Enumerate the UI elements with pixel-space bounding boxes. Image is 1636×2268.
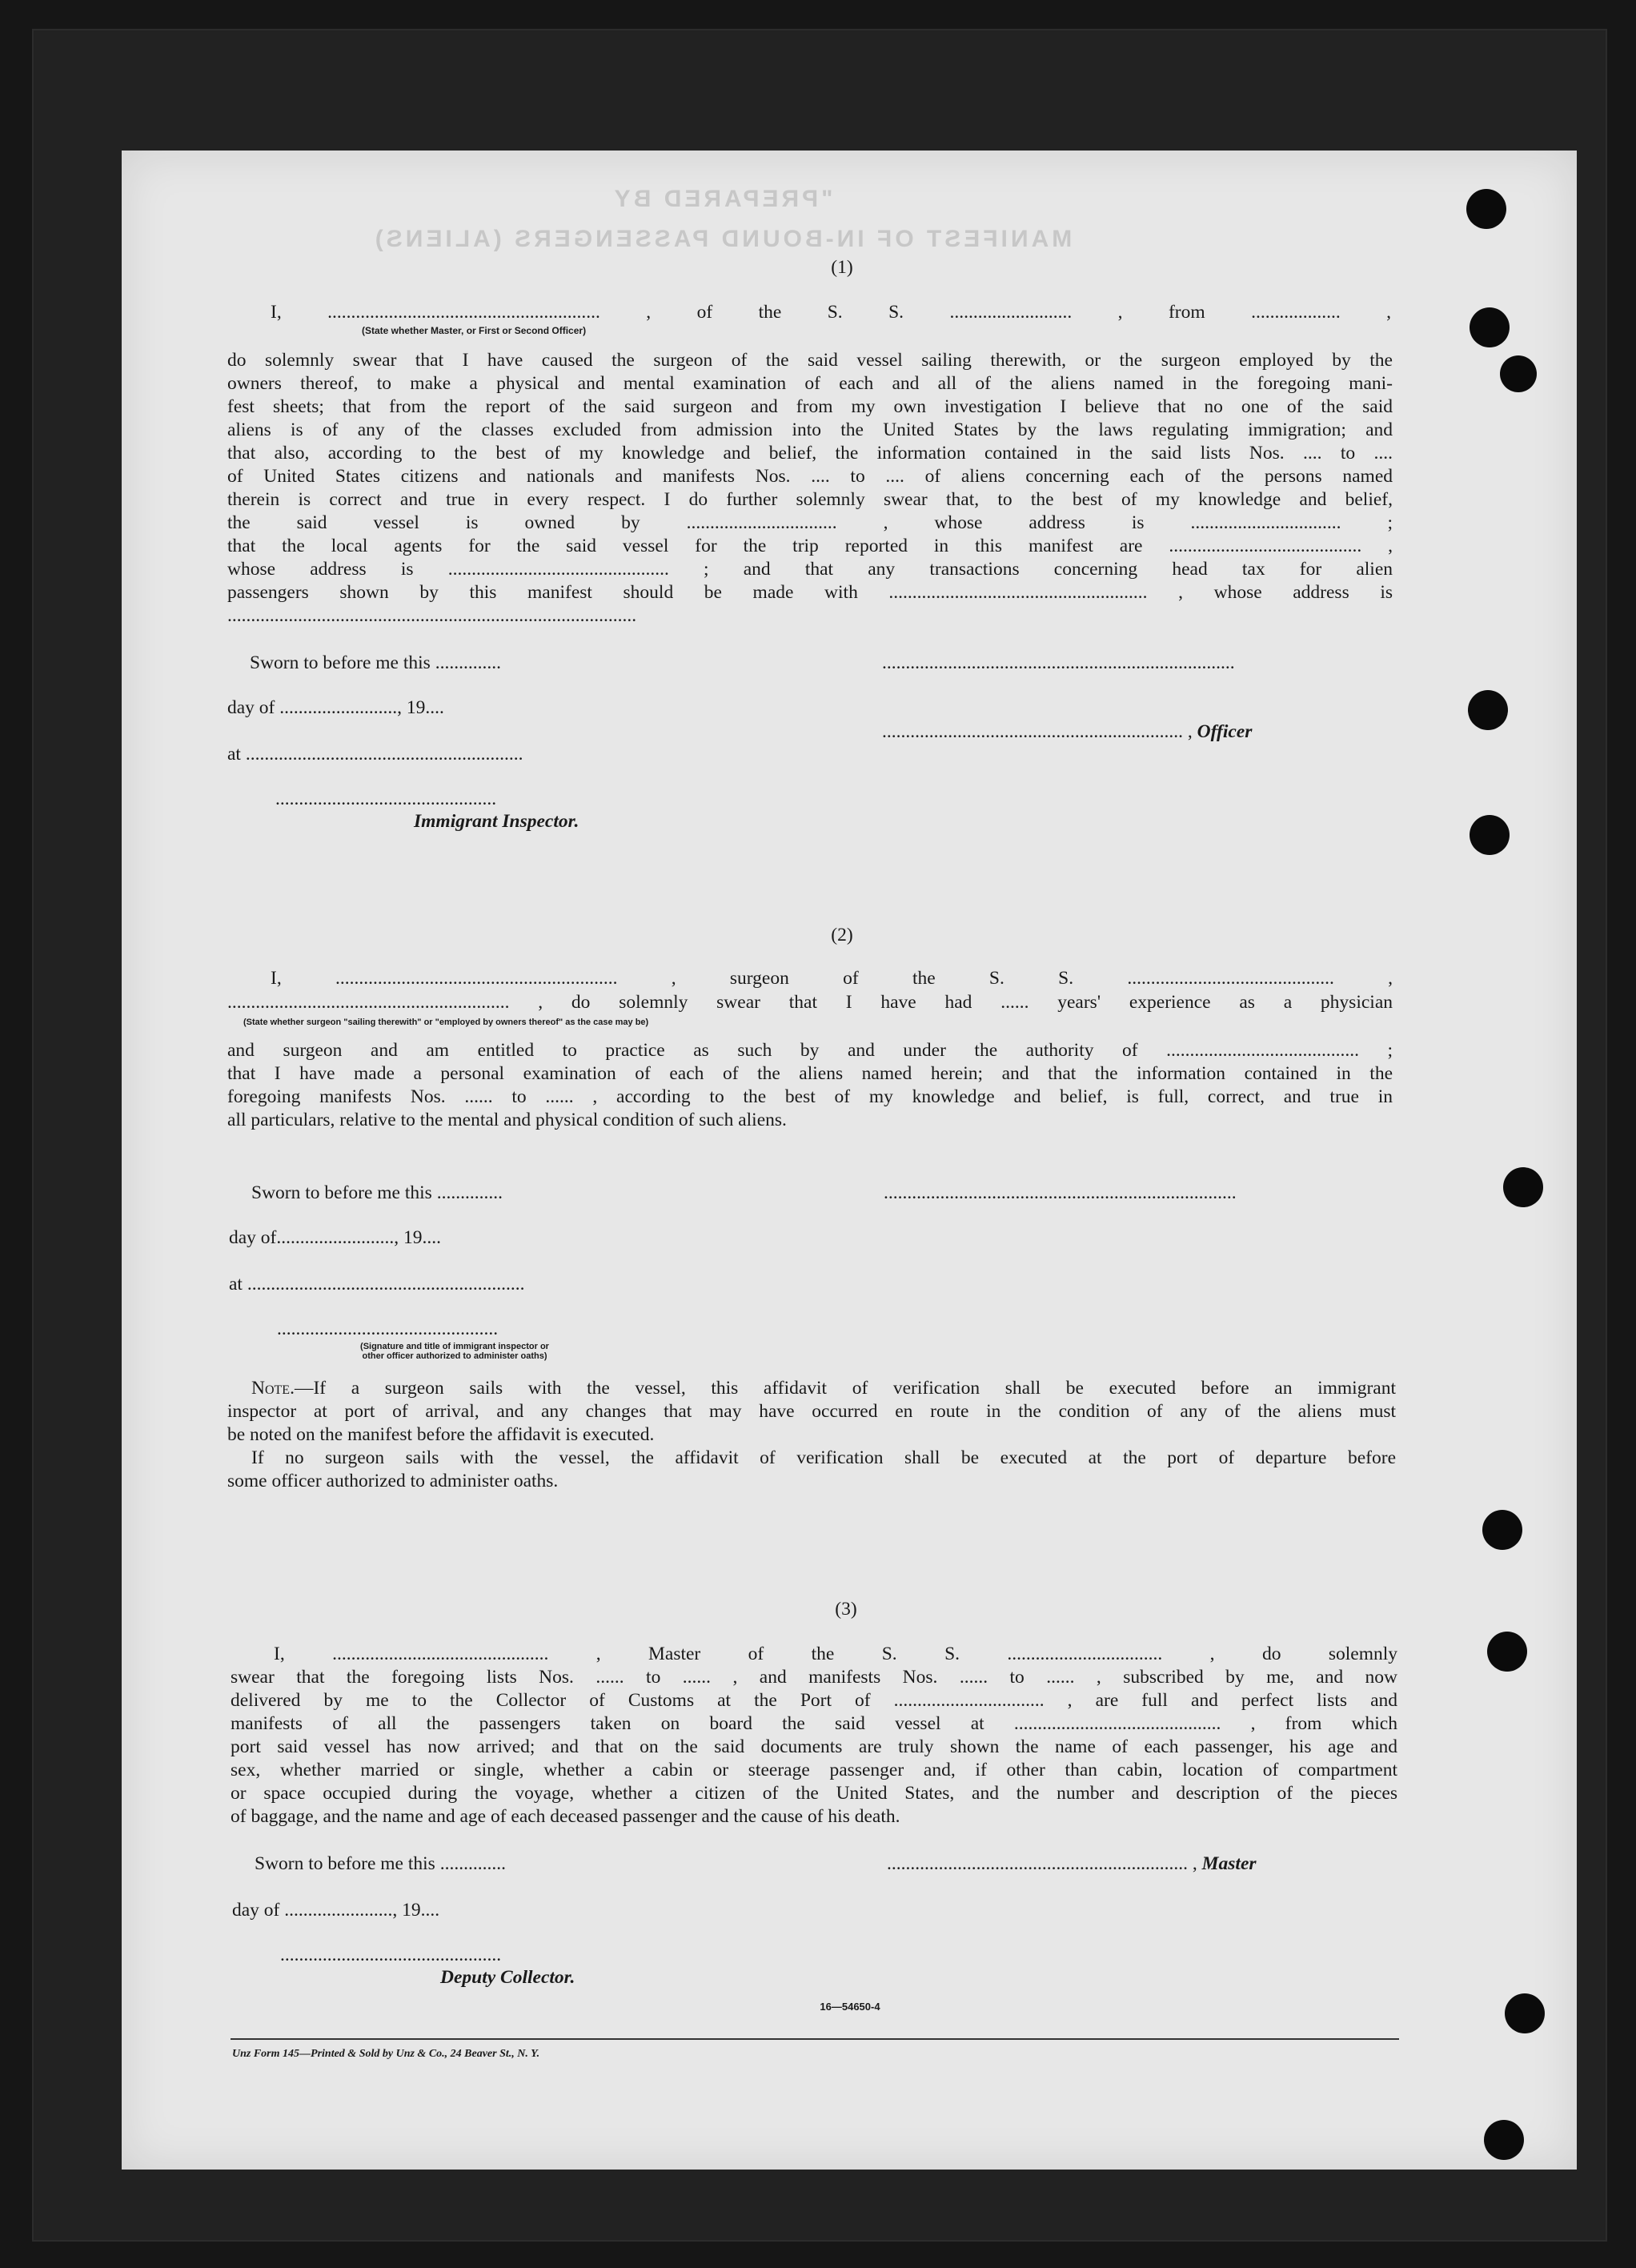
punch-hole (1470, 307, 1510, 347)
section-2-surgeon-note: (State whether surgeon "sailing therewith" or "employed by owners thereof" as the case may be) (243, 1018, 649, 1027)
section-3-number: (3) (835, 1599, 857, 1620)
section-1-day-line: day of ........................., 19.... (227, 697, 444, 718)
section-2-day-line: day of........................., 19.... (229, 1227, 442, 1248)
section-2-sworn-line: Sworn to before me this .............. (251, 1182, 503, 1203)
punch-hole (1505, 1993, 1545, 2033)
section-3-deputy-label: Deputy Collector. (440, 1967, 575, 1988)
punch-hole (1503, 1167, 1543, 1207)
section-1-first-line: I, .......................................................... , of the S. S. .......................... , from ................... , (271, 302, 1391, 323)
section-1-sworn-line: Sworn to before me this .............. (250, 652, 501, 673)
document-page (122, 151, 1577, 2170)
section-3-collector-signature: ............................................... (280, 1945, 502, 1965)
section-2-number: (2) (831, 925, 853, 945)
section-3-sworn-line: Sworn to before me this .............. (255, 1853, 506, 1874)
section-1-signature-line: ........................................................................... (882, 652, 1235, 673)
section-2-second-line: ............................................................ , do solemnly swear that I have had ...... years' experience as a physician (227, 992, 1393, 1013)
section-2-signature-note: (Signature and title of immigrant inspector or other officer authorized to administer oaths) (360, 1342, 549, 1361)
section-1-number: (1) (831, 257, 853, 278)
section-3-master-signature: ................................................................ , Master (887, 1853, 1257, 1874)
section-1-officer-signature: ................................................................ , Officer (882, 721, 1253, 742)
footer-rule (231, 2038, 1399, 2040)
punch-hole (1500, 355, 1537, 392)
section-1-at-line: at ........................................................... (227, 744, 523, 765)
punch-hole (1484, 2120, 1524, 2160)
section-2-officer-signature: ............................................... (277, 1319, 499, 1339)
section-1-inspector-label: Immigrant Inspector. (414, 811, 579, 832)
punch-hole (1482, 1510, 1522, 1550)
form-code: 16—54650-4 (820, 2001, 880, 2013)
section-2-oath-text: and surgeon and am entitled to practice as such by and under the authority of ......................................... ; that I have made a personal examination of each of the aliens named herein; and that the information contained in the foregoing manifests Nos. ...... to ...... , according to the best of my knowledge and belief, is full, correct, and true in all particulars, relative to the mental and physical condition of such aliens. (227, 1040, 1393, 1130)
section-1-inspector-signature: ............................................... (275, 789, 497, 809)
section-2-first-line: I, ............................................................ , surgeon of the S. S. ............................................ , (271, 968, 1393, 989)
bleed-through-header: "PREPARED BY MANIFEST OF IN-BOUND PASSENGERS (ALIENS) (371, 186, 1073, 252)
section-3-oath-text: I, .............................................. , Master of the S. S. ................................. , do solemnly swear that the foregoing lists Nos. ...... to ...... , and manifests Nos. ...... to ...... , subscribed by me, and now delivered by me to the Collector of Customs at the Port of ................................ , are full and perfect lists and manifests of all the passengers taken on board the said vessel at ............................................ , from which port said vessel has now arrived; and that on the said documents are truly shown the name of each passenger, his age and sex, whether married or single, whether a cabin or steerage passenger and, if other than cabin, location of compartment or space occupied during the voyage, whether a citizen of the United States, and the number and description of the pieces of baggage, and the name and age of each deceased passenger and the cause of his death. (231, 1644, 1397, 1827)
section-2-signature-line: ........................................................................... (884, 1182, 1237, 1203)
section-2-note: Note.—If a surgeon sails with the vessel, this affidavit of verification shall be executed before an immigrant inspector at port of arrival, and any changes that may have occurred en route in the condition of any of the aliens must be noted on the manifest before the affidavit is executed. If no surgeon sails with the vessel, the affidavit of verification shall be executed at the port of departure before some officer authorized to administer oaths. (227, 1378, 1396, 1491)
punch-hole (1470, 815, 1510, 855)
punch-hole (1487, 1632, 1527, 1672)
section-3-day-line: day of ......................., 19.... (232, 1900, 440, 1921)
section-1-officer-note: (State whether Master, or First or Second Officer) (362, 325, 587, 336)
section-2-at-line: at ........................................................... (229, 1274, 525, 1295)
punch-hole (1466, 189, 1506, 229)
printer-imprint: Unz Form 145—Printed & Sold by Unz & Co., 24 Beaver St., N. Y. (232, 2048, 540, 2060)
section-1-oath-text: do solemnly swear that I have caused the surgeon of the said vessel sailing therewith, or the surgeon employed by the owners thereof, to make a physical and mental examination of each and all of the aliens named in the foregoing mani- fest sheets; that from the report of the said surgeon and from my own investigation I believe that no one of the said aliens is of any of the classes excluded from admission into the United States by the laws regulating immigration; and that also, according to the best of my knowledge and belief, the information contained in the said lists Nos. .... to .... of United States citizens and nationals and manifests Nos. .... to .... of aliens concerning each of the persons named therein is correct and true in every respect. I do further solemnly swear that, to the best of my knowledge and belief, the said vessel is owned by ................................ , whose address is ................................ ; that the local agents for the said vessel for the trip reported in this manifest are ......................................... , whose address is ............................................... ; and that any transactions concerning head tax for alien passengers shown by this manifest should be made with ....................................................... , whose address is ....................................................................................... (227, 350, 1393, 626)
punch-hole (1468, 690, 1508, 730)
